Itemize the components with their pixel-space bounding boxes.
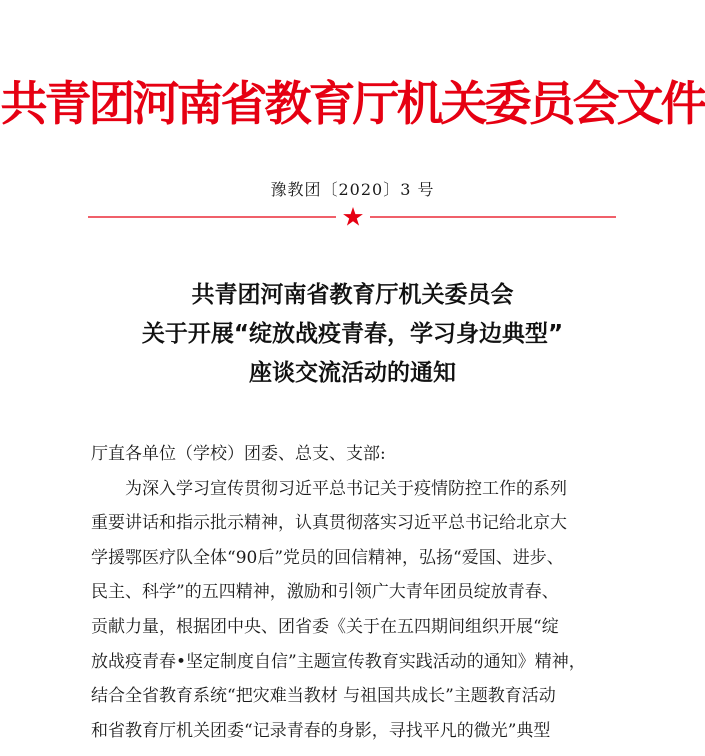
body-line: 结合全省教育系统“把灾难当教材 与祖国共成长”主题教育活动: [91, 686, 556, 707]
salutation: 厅直各单位（学校）团委、总支、支部:: [91, 444, 386, 464]
title-line: 共青团河南省教育厅机关委员会: [191, 282, 514, 308]
document-header-title: 共青团河南省教育厅机关委员会文件: [0, 77, 705, 132]
notice-title: [0, 276, 705, 393]
red-divider: [88, 204, 616, 230]
red-star-icon: [343, 207, 363, 226]
document-number: 豫教团〔2020〕3 号: [270, 180, 435, 199]
title-line: 座谈交流活动的通知: [249, 360, 456, 386]
body-line: 重要讲话和指示批示精神，认真贯彻落实习近平总书记给北京大: [91, 513, 567, 534]
body-line: 贡献力量，根据团中央、团省委《关于在五四期间组织开展“绽: [91, 616, 559, 637]
title-line: 关于开展“绽放战疫青春，学习身边典型”: [141, 321, 564, 347]
body-line: 民主、科学”的五四精神，激励和引领广大青年团员绽放青春、: [91, 582, 559, 603]
notice-body: [91, 437, 621, 748]
body-line: 为深入学习宣传贯彻习近平总书记关于疫情防控工作的系列: [125, 478, 567, 499]
body-line: 和省教育厅机关团委“记录青春的身影，寻找平凡的微光”典型: [91, 720, 551, 741]
body-line: 放战疫青春•坚定制度自信”主题宣传教育实践活动的通知》精神，: [91, 651, 586, 672]
body-line: 学援鄂医疗队全体“90后”党员的回信精神，弘扬“爱国、进步、: [91, 547, 564, 568]
